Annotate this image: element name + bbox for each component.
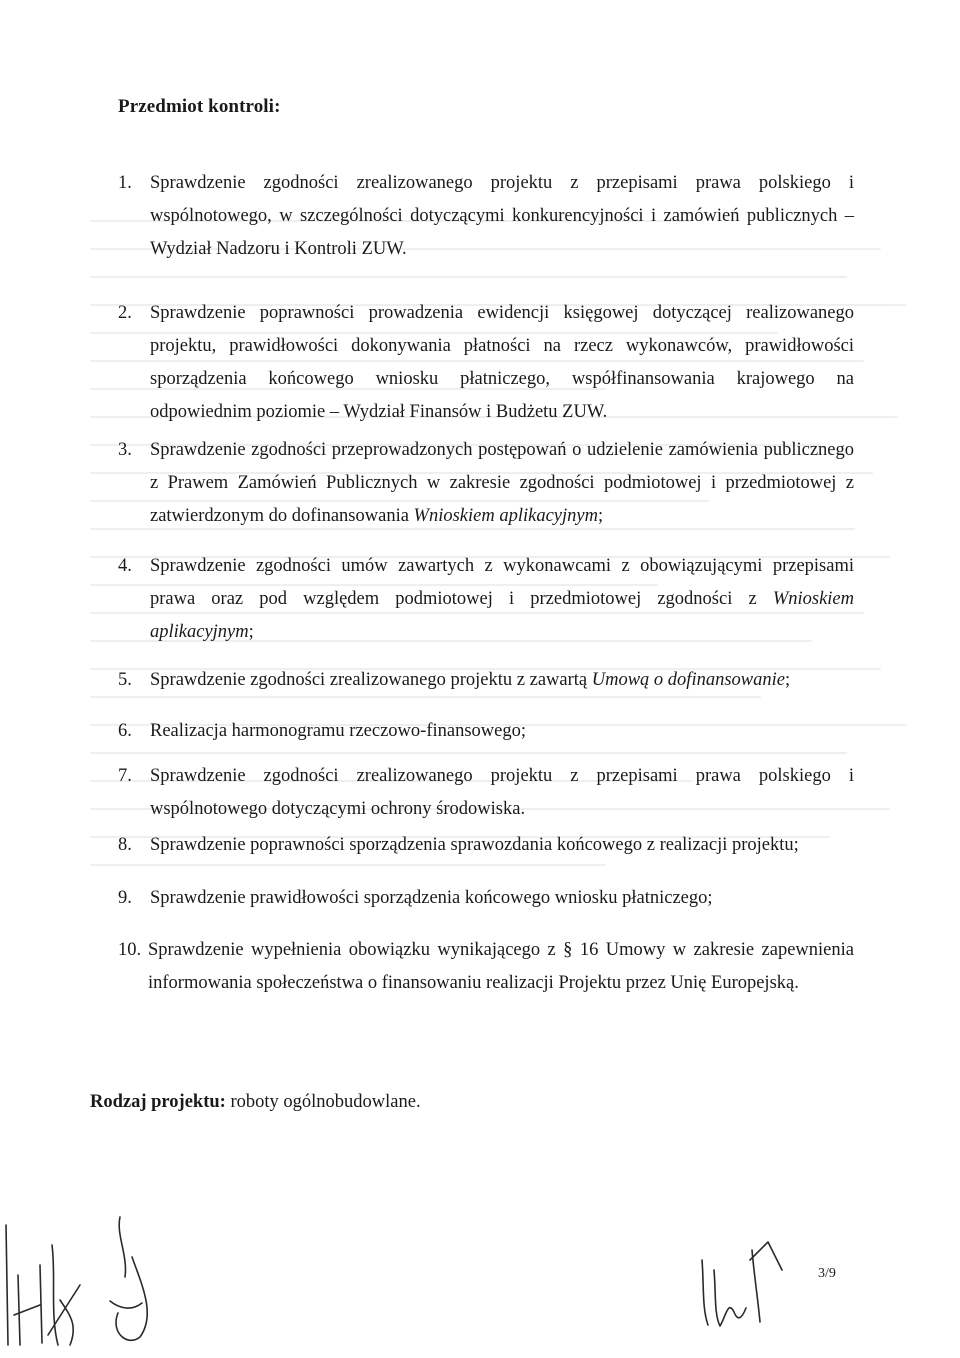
item-text: Sprawdzenie zgodności zrealizowanego projektu z zawartą Umową o dofinansowanie; — [150, 670, 791, 690]
list-item — [118, 934, 854, 1000]
item-text: Sprawdzenie wypełnienia obowiązku wynikającego z § 16 Umowy w zakresie zapewnienia informowania społeczeństwa o finansowaniu realizacji Projektu przez Unię Europejską. — [148, 940, 854, 993]
item-text: Sprawdzenie poprawności sporządzenia sprawozdania końcowego z realizacji projektu; — [150, 835, 799, 855]
item-number: 1. — [118, 173, 132, 193]
item-number: 4. — [118, 556, 132, 576]
list-item — [118, 167, 854, 266]
item-text: Sprawdzenie zgodności przeprowadzonych postępowań o udzielenie zamówienia publicznego z Prawem Zamówień Publicznych w zakresie zgodności podmiotowej i przedmiotowej z zatwierdzonym do dofinansowania Wnioskiem aplikacyjnym; — [150, 440, 854, 526]
item-text: Sprawdzenie prawidłowości sporządzenia końcowego wniosku płatniczego; — [150, 888, 713, 908]
item-number: 9. — [118, 888, 132, 908]
item-number: 7. — [118, 766, 132, 786]
item-text: Sprawdzenie zgodności zrealizowanego projektu z przepisami prawa polskiego i wspólnotowego dotyczącymi ochrony środowiska. — [150, 766, 854, 819]
list-item — [118, 829, 854, 862]
list-item — [118, 664, 854, 697]
project-type — [90, 1092, 421, 1113]
list-item — [118, 297, 854, 429]
project-type-value: roboty ogólnobudowlane. — [230, 1092, 421, 1112]
project-type-label: Rodzaj projektu: — [90, 1092, 226, 1112]
item-number: 2. — [118, 303, 132, 323]
list-item — [118, 715, 854, 748]
list-item — [118, 760, 854, 826]
handwritten-signature-left — [0, 1205, 200, 1355]
item-number: 10. — [118, 940, 142, 960]
item-number: 6. — [118, 721, 132, 741]
item-text: Sprawdzenie poprawności prowadzenia ewidencji księgowej dotyczącej realizowanego projektu, prawidłowości dokonywania płatności na rzecz wykonawców, prawidłowości sporządzenia końcowego wniosku płatniczego, współfinansowania krajowego na odpowiednim poziomie – Wydział Finansów i Budżetu ZUW. — [150, 303, 854, 422]
item-number: 3. — [118, 440, 132, 460]
item-number: 8. — [118, 835, 132, 855]
item-text: Sprawdzenie zgodności umów zawartych z wykonawcami z obowiązującymi przepisami prawa oraz pod względem podmiotowej i przedmiotowej zgodności z Wnioskiem aplikacyjnym; — [150, 556, 854, 642]
item-number: 5. — [118, 670, 132, 690]
item-text: Sprawdzenie zgodności zrealizowanego projektu z przepisami prawa polskiego i wspólnotowego, w szczególności dotyczącymi konkurencyjności i zamówień publicznych – Wydział Nadzoru i Kontroli ZUW. — [150, 173, 854, 259]
handwritten-initials-right — [690, 1230, 790, 1340]
list-item — [118, 550, 854, 649]
item-text: Realizacja harmonogramu rzeczowo-finansowego; — [150, 721, 526, 741]
page-number: 3/9 — [818, 1266, 836, 1281]
list-item — [118, 882, 854, 915]
list-item — [118, 434, 854, 533]
section-heading: Przedmiot kontroli: — [118, 96, 281, 117]
